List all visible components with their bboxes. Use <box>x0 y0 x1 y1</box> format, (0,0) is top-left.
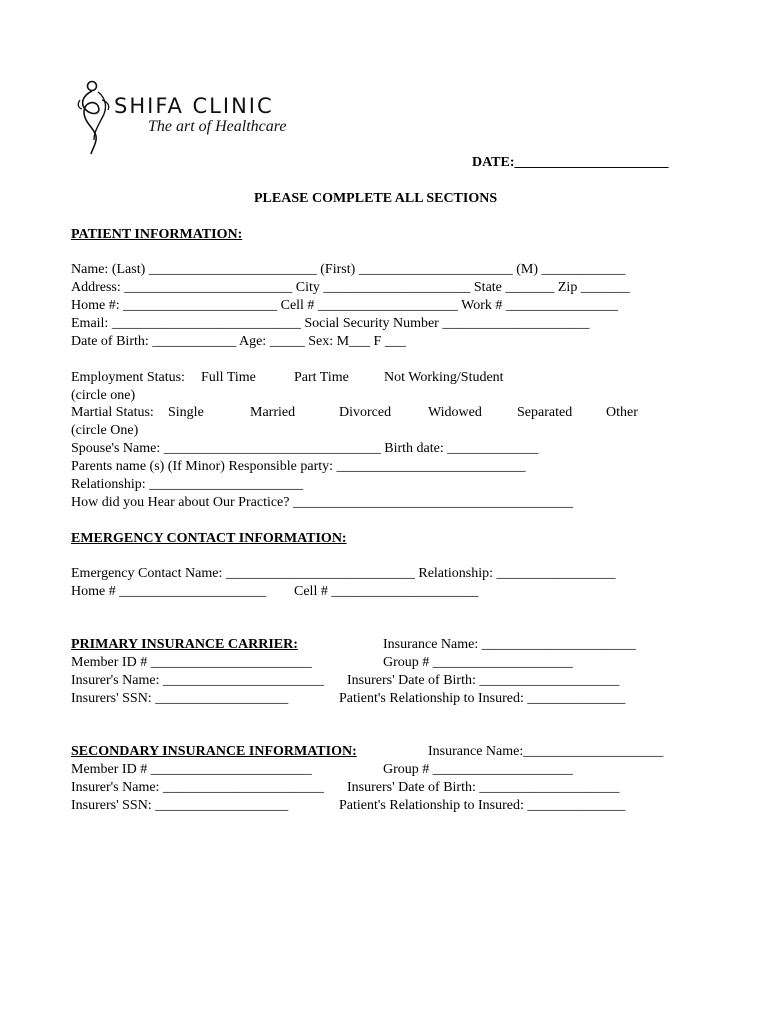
email-ssn-field[interactable]: Email: ___________________________ Social Security Number _____________________ <box>71 316 590 331</box>
name-field[interactable]: Name: (Last) ________________________ (First) ______________________ (M) ____________ <box>71 262 626 277</box>
secondary-relationship-field[interactable]: Patient's Relationship to Insured: ______________ <box>339 798 626 813</box>
emergency-home-field[interactable]: Home # _____________________ <box>71 584 267 599</box>
secondary-insurer-name-field[interactable]: Insurer's Name: _______________________ <box>71 780 324 795</box>
address-field[interactable]: Address: ________________________ City _____________________ State _______ Zip _______ <box>71 280 630 295</box>
phone-fields[interactable]: Home #: ______________________ Cell # ____________________ Work # ________________ <box>71 298 618 313</box>
secondary-group-field[interactable]: Group # ____________________ <box>383 762 573 777</box>
dob-age-sex-field[interactable]: Date of Birth: ____________ Age: _____ Sex: M___ F ___ <box>71 334 406 349</box>
marital-divorced[interactable]: Divorced <box>339 405 392 420</box>
secondary-insurer-dob-field[interactable]: Insurers' Date of Birth: ____________________ <box>347 780 620 795</box>
circle-one-note: (circle one) <box>71 388 136 403</box>
emergency-name-field[interactable]: Emergency Contact Name: ___________________________ Relationship: _________________ <box>71 566 616 581</box>
primary-member-id-field[interactable]: Member ID # _______________________ <box>71 655 312 670</box>
relationship-field[interactable]: Relationship: ______________________ <box>71 477 304 492</box>
employment-not-working[interactable]: Not Working/Student <box>384 370 504 385</box>
employment-label: Employment Status: <box>71 370 185 385</box>
marital-other[interactable]: Other <box>606 405 638 420</box>
clinic-logo <box>76 78 316 158</box>
patient-section-title: PATIENT INFORMATION: <box>71 227 243 242</box>
date-field[interactable]: DATE:______________________ <box>472 155 669 170</box>
employment-full-time[interactable]: Full Time <box>201 370 256 385</box>
primary-insurer-dob-field[interactable]: Insurers' Date of Birth: ____________________ <box>347 673 620 688</box>
marital-married[interactable]: Married <box>250 405 296 420</box>
spouse-field[interactable]: Spouse's Name: _______________________________ Birth date: _____________ <box>71 441 539 456</box>
marital-widowed[interactable]: Widowed <box>428 405 482 420</box>
primary-insurance-title: PRIMARY INSURANCE CARRIER: <box>71 637 298 652</box>
emergency-section-title: EMERGENCY CONTACT INFORMATION: <box>71 531 347 546</box>
primary-insurer-ssn-field[interactable]: Insurers' SSN: ___________________ <box>71 691 289 706</box>
referral-field[interactable]: How did you Hear about Our Practice? ________________________________________ <box>71 495 573 510</box>
employment-part-time[interactable]: Part Time <box>294 370 349 385</box>
clinic-tagline: The art of Healthcare <box>148 118 287 135</box>
responsible-party-field[interactable]: Parents name (s) (If Minor) Responsible party: ___________________________ <box>71 459 526 474</box>
marital-label: Martial Status: <box>71 405 154 420</box>
marital-separated[interactable]: Separated <box>517 405 573 420</box>
secondary-insurance-title: SECONDARY INSURANCE INFORMATION: <box>71 744 357 759</box>
page-heading: PLEASE COMPLETE ALL SECTIONS <box>254 191 498 206</box>
secondary-insurer-ssn-field[interactable]: Insurers' SSN: ___________________ <box>71 798 289 813</box>
figure-icon <box>76 78 116 158</box>
clinic-name: SHIFA CLINIC <box>114 94 274 118</box>
primary-insurance-name-field[interactable]: Insurance Name: ______________________ <box>383 637 636 652</box>
emergency-cell-field[interactable]: Cell # _____________________ <box>294 584 479 599</box>
marital-single[interactable]: Single <box>168 405 204 420</box>
circle-one-note: (circle One) <box>71 423 139 438</box>
primary-insurer-name-field[interactable]: Insurer's Name: _______________________ <box>71 673 324 688</box>
primary-relationship-field[interactable]: Patient's Relationship to Insured: ______________ <box>339 691 626 706</box>
secondary-insurance-name-field[interactable]: Insurance Name:____________________ <box>428 744 664 759</box>
primary-group-field[interactable]: Group # ____________________ <box>383 655 573 670</box>
secondary-member-id-field[interactable]: Member ID # _______________________ <box>71 762 312 777</box>
